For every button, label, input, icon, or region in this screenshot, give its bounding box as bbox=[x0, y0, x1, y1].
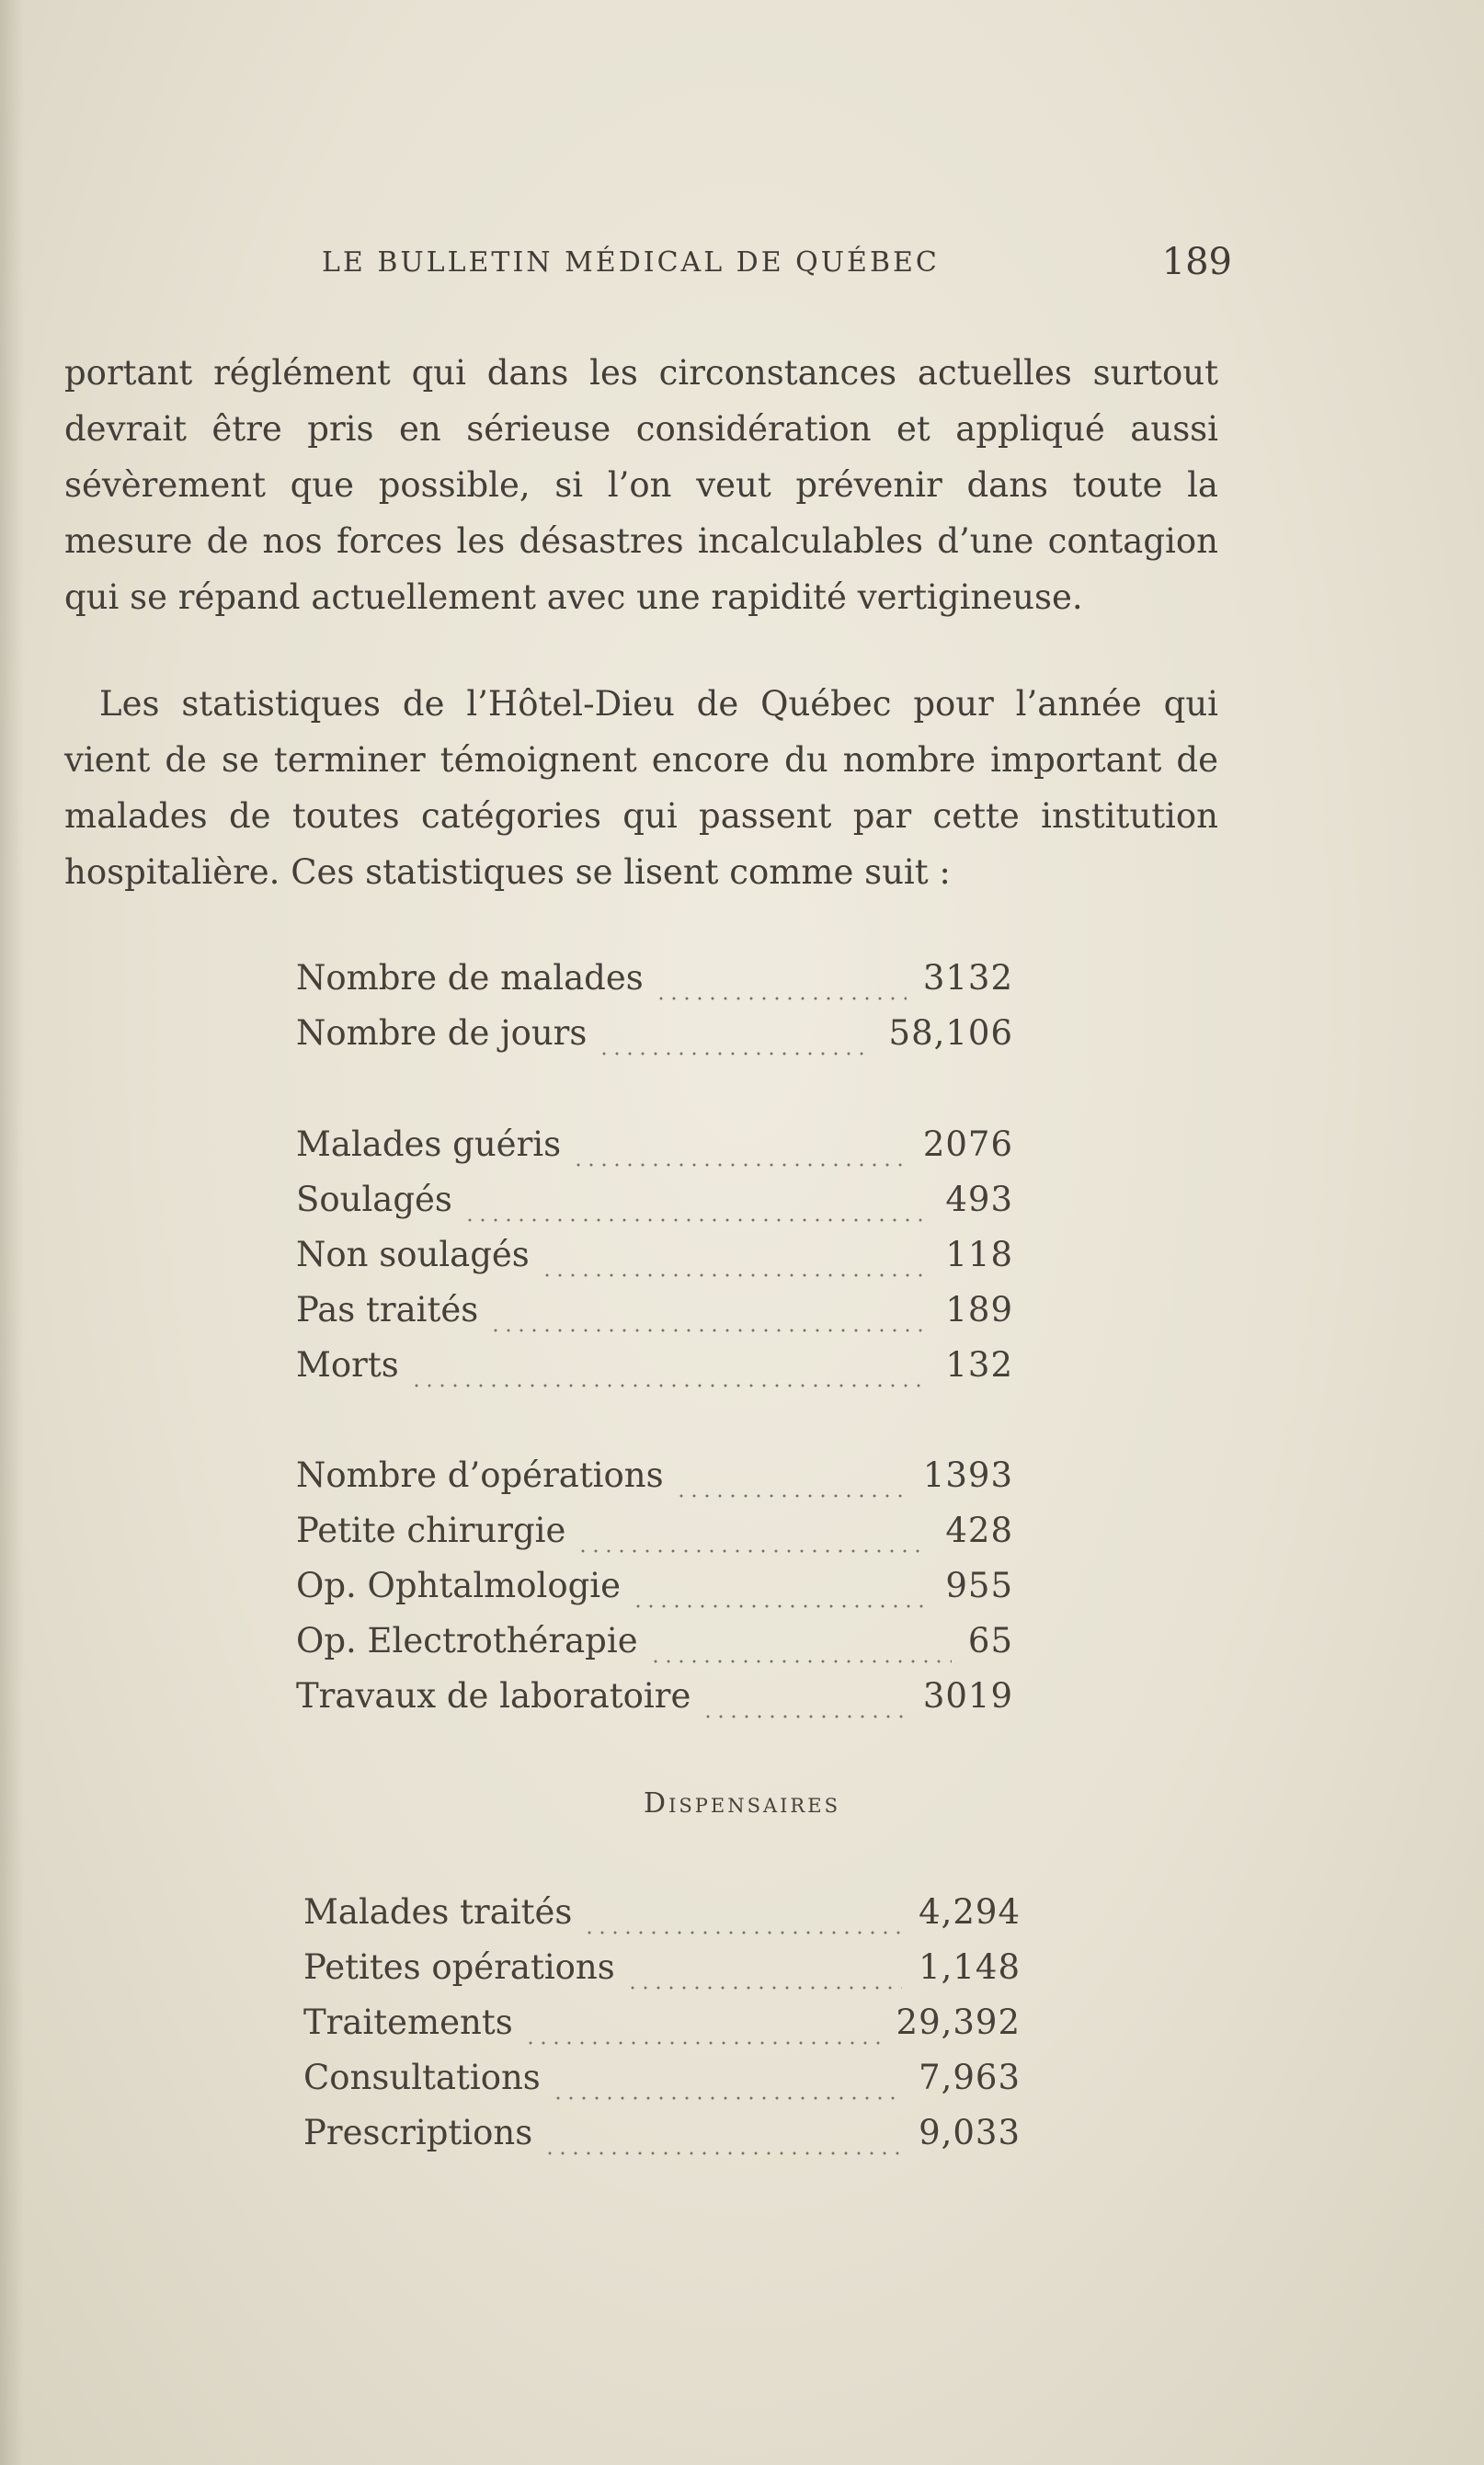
dot-leader bbox=[524, 2041, 880, 2045]
stats-value: 65 bbox=[967, 1621, 1013, 1660]
paragraph-2: Les statistiques de l’Hôtel-Dieu de Québec pour l’année qui vient de se terminer témoignent encore du nombre important de malades de toutes catégories qui passent par cette institution hospitalière. Ces statistiques se lisent comme suit : bbox=[64, 684, 1218, 892]
stats-value: 132 bbox=[945, 1345, 1013, 1385]
stats-label: Non soulagés bbox=[296, 1235, 530, 1274]
dot-leader bbox=[541, 1273, 929, 1277]
stats-label: Traitements bbox=[303, 2003, 513, 2042]
stats-value: 4,294 bbox=[919, 1892, 1021, 1932]
stats-label: Soulagés bbox=[296, 1180, 452, 1219]
stats-label: Malades guéris bbox=[296, 1124, 562, 1164]
stats-value: 3132 bbox=[922, 958, 1013, 998]
stats-row bbox=[296, 1676, 1013, 1731]
stats-group-operations bbox=[296, 1455, 1013, 1731]
stats-row bbox=[303, 2058, 1021, 2113]
stats-value: 7,963 bbox=[919, 2058, 1021, 2097]
stats-row bbox=[303, 1892, 1021, 1947]
paragraph-1: portant réglément qui dans les circonstances actuelles surtout devrait être pris en sérieuse considération et appliqué aussi sévèrement que possible, si l’on veut prévenir dans toute la mesure de nos forces les désastres incalculables d’une contagion qui se répand actuellement avec une rapidité vertigineuse. bbox=[64, 353, 1218, 617]
stats-value: 189 bbox=[945, 1290, 1013, 1330]
stats-label: Travaux de laboratoire bbox=[296, 1676, 691, 1716]
stats-row bbox=[296, 1455, 1013, 1511]
page-header bbox=[322, 241, 1232, 292]
stats-label: Prescriptions bbox=[303, 2113, 533, 2152]
stats-row bbox=[296, 958, 1013, 1013]
stats-row bbox=[303, 2113, 1021, 2168]
stats-row bbox=[296, 1345, 1013, 1400]
stats-row bbox=[303, 1947, 1021, 2003]
stats-label: Consultations bbox=[303, 2058, 541, 2097]
stats-label: Nombre d’opérations bbox=[296, 1455, 664, 1495]
dot-leader bbox=[626, 1986, 902, 1990]
stats-label: Petite chirurgie bbox=[296, 1511, 566, 1550]
stats-value: 9,033 bbox=[919, 2113, 1021, 2152]
stats-value: 493 bbox=[945, 1180, 1013, 1219]
dot-leader bbox=[489, 1329, 929, 1332]
dot-leader bbox=[552, 2096, 902, 2100]
stats-value: 1,148 bbox=[919, 1947, 1021, 1987]
stats-value: 3019 bbox=[922, 1676, 1013, 1716]
dot-leader bbox=[632, 1604, 929, 1608]
dot-leader bbox=[543, 2151, 902, 2155]
dot-leader bbox=[598, 1052, 873, 1056]
stats-row bbox=[296, 1013, 1013, 1068]
stats-group-outcomes bbox=[296, 1124, 1013, 1400]
dot-leader bbox=[675, 1494, 907, 1498]
stats-value: 2076 bbox=[922, 1124, 1013, 1164]
stats-row bbox=[296, 1511, 1013, 1566]
stats-row bbox=[296, 1621, 1013, 1676]
stats-row bbox=[296, 1180, 1013, 1235]
stats-label: Petites opérations bbox=[303, 1947, 615, 1987]
stats-label: Nombre de malades bbox=[296, 958, 644, 998]
stats-value: 29,392 bbox=[896, 2003, 1021, 2042]
running-head: LE BULLETIN MÉDICAL DE QUÉBEC bbox=[322, 246, 940, 279]
stats-label: Morts bbox=[296, 1345, 399, 1385]
stats-label: Pas traités bbox=[296, 1290, 479, 1330]
stats-value: 955 bbox=[945, 1566, 1013, 1605]
dot-leader bbox=[576, 1549, 929, 1553]
dot-leader bbox=[649, 1660, 952, 1663]
dot-leader bbox=[583, 1931, 902, 1934]
page-number: 189 bbox=[1161, 241, 1232, 283]
stats-row bbox=[296, 1290, 1013, 1345]
dot-leader bbox=[655, 997, 907, 1000]
stats-row bbox=[296, 1124, 1013, 1180]
stats-value: 58,106 bbox=[888, 1013, 1013, 1053]
stats-group-admissions bbox=[296, 958, 1013, 1068]
stats-value: 118 bbox=[945, 1235, 1013, 1274]
dot-leader bbox=[463, 1218, 929, 1222]
stats-value: 428 bbox=[945, 1511, 1013, 1550]
dispensaires-heading: Dispensaires bbox=[644, 1787, 840, 1820]
dot-leader bbox=[702, 1715, 907, 1718]
stats-label: Op. Electrothérapie bbox=[296, 1621, 638, 1660]
stats-label: Nombre de jours bbox=[296, 1013, 588, 1053]
dot-leader bbox=[410, 1384, 929, 1387]
stats-group-dispensaires bbox=[303, 1892, 1021, 2168]
stats-row bbox=[303, 2003, 1021, 2058]
dot-leader bbox=[572, 1163, 907, 1167]
stats-value: 1393 bbox=[922, 1455, 1013, 1495]
stats-row bbox=[296, 1566, 1013, 1621]
page-edge-shadow bbox=[0, 0, 24, 2465]
stats-label: Malades traités bbox=[303, 1892, 573, 1932]
stats-label: Op. Ophtalmologie bbox=[296, 1566, 622, 1605]
stats-row bbox=[296, 1235, 1013, 1290]
